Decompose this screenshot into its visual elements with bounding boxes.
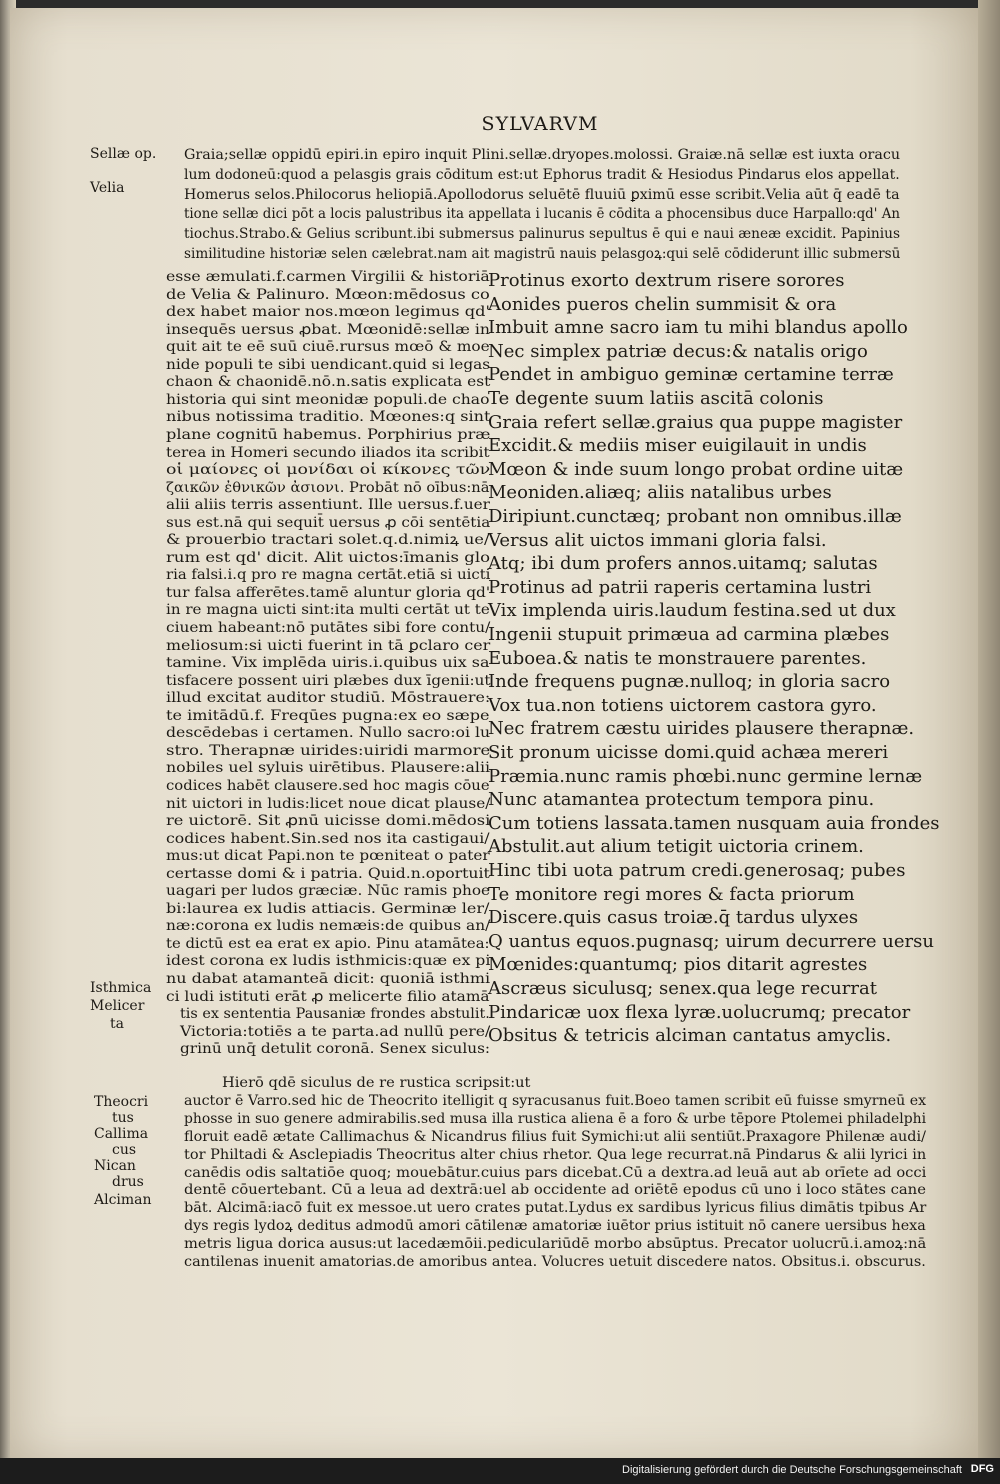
commentary-line: bāt. Alcimā:iacō fuit ex messoe.ut uero crates putat.Lydus ex sardibus lyricus filius dimātis tpibus Ar (184, 1200, 927, 1217)
margin-note: Nican (94, 1158, 136, 1174)
commentary-line: tisfacere possent uiri plæbes dux īgenii:ut (166, 672, 491, 689)
commentary-line: te imitādū.f. Freqūes pugna:ex eo sæpe (166, 707, 490, 724)
commentary-line: codices habēt clausere.sed hoc magis cōue (166, 777, 490, 794)
commentary-line: phosse in suo genere admirabilis.sed musa illa rustica aliena ē a foro & urbe tēpore Ptolemei philadelphi (184, 1110, 927, 1127)
margin-note: tus (112, 1110, 134, 1126)
commentary-line: οἱ μαίονες οἱ μονίδαι οἱ κίκονες τῶν (166, 462, 491, 479)
commentary-line: dex habet maior nos.mœon legimus qd' (166, 304, 490, 321)
commentary-line: Hierō qdē siculus de re rustica scripsit:ut (222, 1075, 531, 1091)
commentary-line: esse æmulati.f.carmen Virgilii & historiā (166, 269, 490, 285)
commentary-line: re uictorē. Sit ꝓnū uicisse domi.mēdosi (166, 813, 491, 830)
verse-line: Mœon & inde suum longo probat ordine uitæ (488, 458, 904, 480)
margin-note: ta (110, 1016, 124, 1032)
verse-line: Discere.quis casus troiæ.q̄ tardus ulyxes (488, 907, 859, 929)
commentary-line: nibus notissima traditio. Mœones:q sint (166, 409, 491, 426)
verse-line: Vix implenda uiris.laudum festina.sed ut dux (488, 600, 896, 622)
verse-line: Atq; ibi dum profers annos.uitamq; salutas (488, 553, 878, 575)
commentary-line: similitudine historiæ selen cælebrat.nam ait magistrū nauis pelasgoꝝ:qui selē cōdiderunt illic submersū (184, 246, 901, 262)
commentary-line: nobiles uel syluis uirētibus. Plausere:alii (166, 760, 491, 777)
verse-line: Meoniden.aliæq; aliis natalibus urbes (488, 482, 832, 504)
dfg-logo: DFG (970, 1463, 994, 1475)
commentary-line: canēdis odis saltatiōe quoq; mouebātur.cuius pars dicebat.Cū a dextra.ad leuā aut ab orīete ad occi (184, 1164, 927, 1181)
commentary-line: nu dabat atamanteā dicit: quoniā isthmi (166, 971, 491, 987)
verse-line: Pendet in ambiguo geminæ certamine terræ (488, 364, 894, 386)
commentary-line: bi:laurea ex ludis attiacis. Germinæ ler/ (166, 900, 490, 917)
commentary-line: stro. Therapnæ uirides:uiridi marmore (166, 742, 491, 759)
margin-note: Callima (94, 1126, 149, 1142)
commentary-line: meliosum:si uicti fuerint in tā ꝑclaro cer (166, 637, 491, 654)
commentary-line: uagari per ludos græciæ. Nūc ramis phoe (166, 883, 491, 900)
commentary-line: næ:corona ex ludis nemæis:de quibus an/ (166, 918, 491, 935)
commentary-line: tis ex sententia Pausaniæ frondes abstulit. (180, 1006, 490, 1023)
commentary-line: tamine. Vix implēda uiris.i.quibus uix sa (166, 655, 490, 672)
verse-line: Præmia.nunc ramis phœbi.nunc germine lernæ (488, 765, 923, 787)
margin-note: Melicer (90, 998, 145, 1014)
commentary-line: nide populi te sibi uendicant.quid si legas (166, 356, 491, 373)
verse-line: Nunc atamantea protectum tempora pinu. (488, 789, 875, 811)
margin-note: drus (112, 1174, 144, 1190)
verse-line: Protinus ad patrii raperis certamina lustri (488, 576, 872, 598)
commentary-line: tor Philtadi & Asclepiadis Theocritus alter chius rhetor. Qua lege recurrat.nā Pindarus & alii lyrici in (184, 1146, 927, 1163)
commentary-line: de Velia & Palinuro. Mœon:mēdosus co (166, 286, 490, 303)
verse-line: Versus alit uictos immani gloria falsi. (488, 529, 827, 551)
margin-note: Velia (90, 180, 125, 196)
verse-line: Ascræus siculusq; senex.qua lege recurrat (488, 978, 877, 999)
verse-line: Pindaricæ uox flexa lyræ.uolucrumq; precator (488, 1001, 911, 1023)
verse-line: Cum totiens lassata.tamen nusquam auia frondes (488, 812, 940, 834)
commentary-line: tur falsa afferētes.tamē aluntur gloria qd' (166, 584, 491, 601)
book-page (10, 8, 978, 1458)
commentary-line: floruit eadē ætate Callimachus & Nicandrus filius fuit Symichi:ut alii sentiūt.Praxagore Philenæ audi/ (184, 1128, 926, 1145)
footer-credit: Digitalisierung gefördert durch die Deutsche Forschungsgemeinschaft (622, 1464, 962, 1476)
commentary-line: lum dodoneū:quod a pelasgis grais cōditum est:ut Ephorus tradit & Hesiodus Pindarus elos appellat. (184, 166, 900, 183)
commentary-line: plane cognitū habemus. Porphirius præ (166, 426, 491, 443)
commentary-line: auctor ē Varro.sed hic de Theocrito itelligit q syracusanus fuit.Boeo tamen scribit eū fuisse smyrneū ex (184, 1092, 927, 1109)
footer-bar (0, 1458, 1000, 1484)
page-stack-edge (978, 0, 1000, 1458)
verse-line: Mœnides:quantumq; pios ditarit agrestes (488, 954, 868, 976)
commentary-line: terea in Homeri secundo iliados ita scribit (166, 444, 490, 461)
commentary-line: cantilenas inuenit amatorias.de amoribus antea. Volucres uetuit discedere natos. Obsitus.i. obscurus. (184, 1254, 926, 1270)
commentary-line: tione sellæ dici pōt a locis palustribus ita appellata i lucanis ē cōdita a phocensibus duce Harpallo:qd' An (184, 206, 901, 223)
commentary-line: ζαικῶν ἐθνικῶν ἀσιονι. Probāt nō oībus:nā (166, 479, 490, 496)
commentary-line: Homerus selos.Philocorus heliopiā.Apollodorus seluētē fluuiū ꝑximū esse scribit.Velia aūt q̄ eadē ta (184, 186, 900, 203)
verse-line: Sit pronum uicisse domi.quid achæa mereri (488, 742, 889, 763)
commentary-line: Victoria:totiēs a te parta.ad nullū pere/ (180, 1023, 491, 1040)
commentary-line: ciuem habeant:nō putātes sibi fore contu/ (166, 620, 491, 636)
commentary-line: historia qui sint meonidæ populi.de chao (166, 391, 490, 408)
commentary-line: codices habent.Sin.sed nos ita castigaui/ (166, 830, 490, 847)
commentary-line: ci ludi istituti erāt ꝓ melicerte filio atamā (166, 988, 490, 1005)
margin-note: Theocri (94, 1094, 149, 1110)
verse-line: Q uantus equos.pugnasq; uirum decurrere uersu (488, 930, 934, 952)
commentary-line: descēdebas i certamen. Nullo sacro:oi lu (166, 725, 491, 742)
running-head: SYLVARVM (481, 113, 599, 135)
verse-line: Imbuit amne sacro iam tu mihi blandus apollo (488, 317, 908, 339)
commentary-line: dentē cōuertebant. Cū a leua ad dextrā:uel ab occidente ad oriētē epodus cū uno i loco stātes cane (184, 1182, 926, 1199)
margin-note: Sellæ op. (90, 146, 157, 162)
commentary-line: rum est qd' dicit. Alit uictos:īmanis glo (166, 549, 491, 566)
verse-line: Nec simplex patriæ decus:& natalis origo (488, 340, 868, 362)
commentary-line: & prouerbio tractari solet.q.d.nimiꝝ ue/ (166, 532, 490, 549)
verse-line: Te monitore regi mores & facta priorum (488, 883, 855, 905)
commentary-line: in re magna uicti sint:ita multi certāt ut te (166, 602, 490, 619)
commentary-line: metris ligua dorica ausus:ut lacedæmōii.pediculariūdē morbo absūptus. Precator uolucrū.i.amoꝝ:nā (184, 1236, 927, 1253)
commentary-line: alii aliis terris assentiunt. Ille uersus.f.uer (166, 497, 490, 514)
commentary-line: insequēs uersus ꝓbat. Mœonidē:sellæ in (166, 321, 490, 338)
commentary-line: mus:ut dicat Papi.non te pœniteat o pater (166, 848, 490, 865)
commentary-line: nit uictori in ludis:licet noue dicat plause/ (166, 795, 491, 812)
commentary-line: idest corona ex ludis isthmicis:quæ ex pi (166, 953, 491, 970)
verse-line: Obsitus & tetricis alciman cantatus amyclis. (488, 1025, 892, 1047)
commentary-line: te dictū est ea erat ex apio. Pinu atamātea: (166, 935, 490, 952)
verse-line: Vox tua.non totiens uictorem castora gyro. (488, 694, 877, 716)
verse-line: Inde frequens pugnæ.nulloq; in gloria sacro (488, 671, 891, 693)
commentary-line: certasse domi & i patria. Quid.n.oportuit (166, 865, 490, 882)
verse-line: Hinc tibi uota patrum credi.generosaq; pubes (488, 860, 906, 881)
verse-line: Abstulit.aut alium tetigit uictoria crinem. (488, 836, 864, 858)
verse-line: Aonides pueros chelin summisit & ora (488, 293, 837, 315)
commentary-line: tiochus.Strabo.& Gelius scribunt.ibi submersus palinurus sepultus ē qui e naui æneæ excidit. Papinius (184, 226, 901, 243)
commentary-line: ria falsi.i.q pro re magna certāt.etiā si uicti (166, 567, 491, 584)
verse-line: Te degente suum latiis ascitā colonis (488, 388, 824, 409)
commentary-line: grinū unq̄ detulit coronā. Senex siculus: (180, 1041, 491, 1058)
margin-note: Alciman (94, 1192, 152, 1208)
verse-line: Excidit.& mediis miser euigilauit in undis (488, 435, 867, 457)
verse-line: Diripiunt.cunctæq; probant non omnibus.illæ (488, 506, 902, 527)
verse-line: Ingenii stupuit primæua ad carmina plæbes (488, 624, 890, 645)
margin-note: cus (112, 1142, 137, 1158)
verse-line: Graia refert sellæ.graius qua puppe magister (488, 411, 903, 433)
verse-line: Nec fratrem cæstu uirides plausere therapnæ. (488, 718, 915, 740)
commentary-line: dys regis lydoꝝ deditus admodū amori cātilenæ amatoriæ iuētor prius istituit nō canere uersibus hexa (184, 1218, 926, 1235)
verse-line: Euboea.& natis te monstrauere parentes. (488, 647, 867, 669)
commentary-line: Graia;sellæ oppidū epiri.in epiro inquit Plini.sellæ.dryopes.molossi. Graiæ.nā sellæ est iuxta oracu (184, 147, 901, 163)
verse-line: Protinus exorto dextrum risere sorores (488, 270, 845, 291)
commentary-line: quit ait te eē suū ciuē.rursus mœō & moe (166, 339, 490, 356)
commentary-line: illud excitat auditor studiū. Mōstrauere: (166, 690, 491, 707)
margin-note: Isthmica (90, 980, 152, 996)
commentary-line: chaon & chaonidē.nō.n.satis explicata est (166, 374, 491, 391)
commentary-line: sus est.nā qui sequit̄ uersus ꝓ cōi sentētia (166, 514, 491, 531)
